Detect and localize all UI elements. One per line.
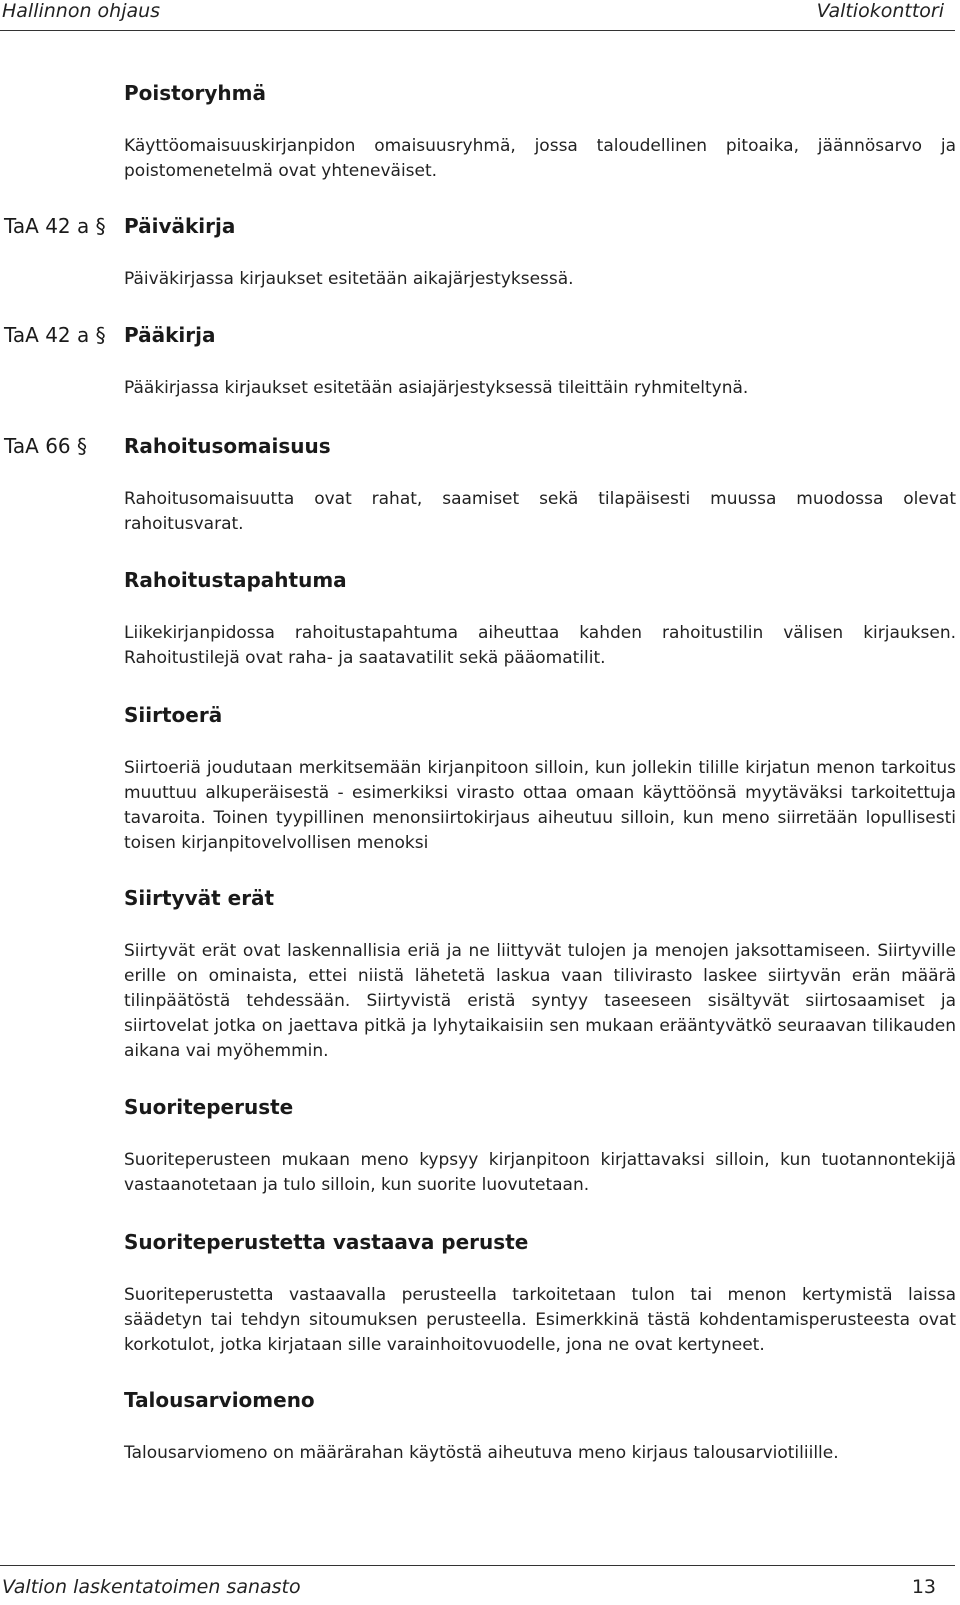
term-heading: Rahoitusomaisuus [124,434,331,458]
header-divider [0,30,955,31]
margin-ref-paakirja: TaA 42 a § [4,323,106,347]
entry-poistoryhma [124,81,956,184]
term-heading: Suoriteperustetta vastaava peruste [124,1230,529,1254]
footer-divider [0,1565,955,1566]
term-definition: Liikekirjanpidossa rahoitustapahtuma aiheuttaa kahden rahoitustilin välisen kirjauksen. Rahoitustilejä ovat raha- ja saatavatilit sekä pääomatilit. [124,623,956,668]
entry-siirtyvat-erat [124,886,956,1064]
term-definition: Suoriteperustetta vastaavalla perusteella tarkoitetaan tulon tai menon kertymistä laissa säädetyn tai tehdyn sitoumuksen perusteella. Esimerkkinä tästä kohdentamisperusteesta ovat korkotulot, jotka kirjataan sille varainhoitovuodelle, jona ne ovat kertyneet. [124,1285,956,1355]
term-heading: Talousarviomeno [124,1388,315,1412]
margin-ref-paivakirja: TaA 42 a § [4,214,106,238]
entry-rahoitustapahtuma [124,568,956,671]
term-definition: Siirtoeriä joudutaan merkitsemään kirjanpitoon silloin, kun jollekin tilille kirjatun menon tarkoitus muuttuu alkuperäisestä - esimerkiksi virasto ottaa omaan käyttöönsä myytäväksi tarkoitettuja tavaroita. Toinen tyypillinen menonsiirtokirjaus aiheutuu silloin, kun meno siirretään lopullisesti toisen kirjanpitovelvollisen menoksi [124,758,956,853]
term-definition: Suoriteperusteen mukaan meno kypsyy kirjanpitoon kirjattavaksi silloin, kun tuotannontekijä vastaanotetaan ja tulo silloin, kun suorite luovutetaan. [124,1150,956,1195]
header-section-title: Hallinnon ohjaus [2,0,161,22]
term-definition: Pääkirjassa kirjaukset esitetään asiajärjestyksessä tileittäin ryhmiteltynä. [124,378,749,398]
entry-rahoitusomaisuus [124,434,956,537]
entry-siirtoera [124,703,956,856]
entry-suoriteperuste [124,1095,956,1198]
term-heading: Rahoitustapahtuma [124,568,347,592]
term-definition: Päiväkirjassa kirjaukset esitetään aikajärjestyksessä. [124,269,574,289]
term-definition: Rahoitusomaisuutta ovat rahat, saamiset sekä tilapäisesti muussa muodossa olevat rahoitusvarat. [124,489,956,534]
term-heading: Siirtoerä [124,703,223,727]
page-header [0,0,960,32]
term-heading: Suoriteperuste [124,1095,294,1119]
footer-document-title: Valtion laskentatoimen sanasto [2,1576,301,1598]
entry-paivakirja [124,214,956,292]
term-definition: Talousarviomeno on määrärahan käytöstä aiheutuva meno kirjaus talousarviotiliille. [124,1443,839,1463]
term-heading: Päiväkirja [124,214,236,238]
term-heading: Siirtyvät erät [124,886,275,910]
term-heading: Pääkirja [124,323,216,347]
margin-ref-rahoitusomaisuus: TaA 66 § [4,434,88,458]
header-organization: Valtiokonttori [816,0,944,22]
term-definition: Siirtyvät erät ovat laskennallisia eriä ja ne liittyvät tulojen ja menojen jaksottamiseen. Siirtyville erille on ominaista, ettei niistä lähetetä laskua vaan tilivirasto laskee siirtyvän erän määrä tilinpäätöstä tehdessään. Siirtyvistä eristä syntyy taseeseen sisältyvät siirtosaamiset ja siirtovelat jotka on jaettava pitkä ja lyhytaikaisiin sen mukaan erääntyvätkö seuraavan tilikauden aikana vai myöhemmin. [124,941,956,1061]
term-heading: Poistoryhmä [124,81,266,105]
entry-suoriteperustetta-vastaava-peruste [124,1230,956,1358]
entry-paakirja [124,323,956,401]
page-number: 13 [911,1576,936,1598]
entry-talousarviomeno [124,1388,956,1466]
term-definition: Käyttöomaisuuskirjanpidon omaisuusryhmä, jossa taloudellinen pitoaika, jäännösarvo ja poistomenetelmä ovat yhteneväiset. [124,136,956,181]
